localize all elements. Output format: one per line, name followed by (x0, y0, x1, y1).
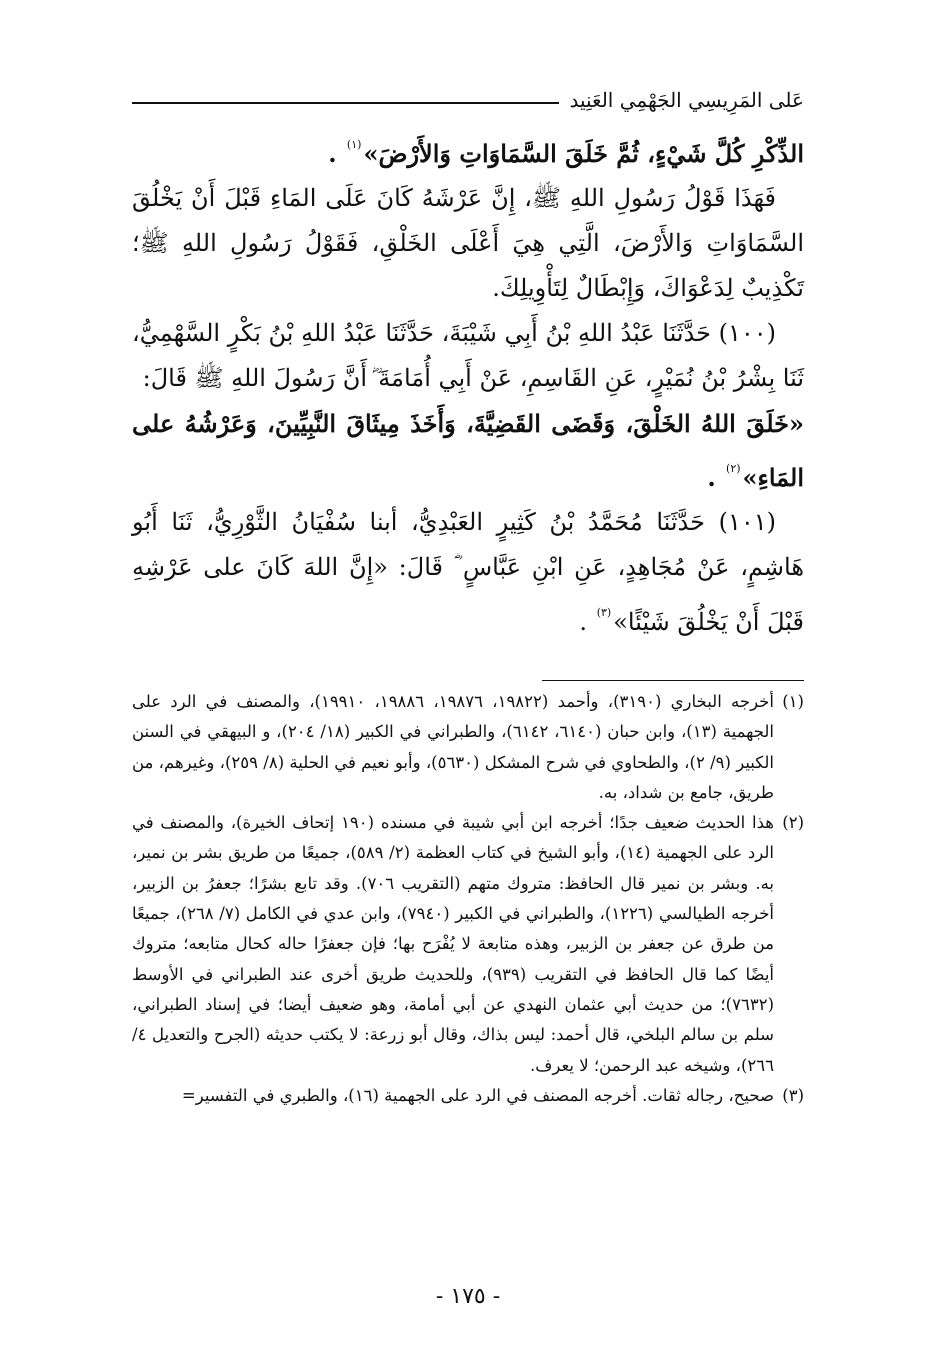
footnote-ref-1[interactable]: (١) (346, 138, 362, 151)
footnote-2-text: هذا الحديث ضعيف جدًا؛ أخرجه ابن أبي شيبة في مسنده (١٩٠ إتحاف الخيرة)، والمصنف في الرد على الجهمية (١٤)، وأبو الشيخ في كتاب العظمة (٢/ ٥٨٩)، جميعًا من طريق بشر بن نمير، به. وبشر بن نمير قال الحافظ: متروك متهم (التقريب ٧٠٦). وقد تابع بشرًا؛ جعفرُ بن الزبير، أخرجه الطيالسي (١٢٢٦)، والطبراني في الكبير (٧٩٤٠)، وابن عدي في الكامل (٧/ ٢٦٨)، جميعًا من طرق عن جعفر بن الزبير، وهذه متابعة لا يُفْرَح بها؛ فإن جعفرًا حاله كحال متابعه؛ متروك أيضًا كما قال الحافظ في التقريب (٩٣٩)، وللحديث طريق أخرى عند الطبراني في الأوسط (٧٦٣٢)؛ من حديث أبي عثمان النهدي عن أبي أمامة، وهو ضعيف أيضا؛ في إسناد الطبراني، سلم بن سالم البلخي، قال أحمد: ليس بذاك، وقال أبو زرعة: لا يكتب حديثه (الجرح والتعديل ٤/ ٢٦٦)، وشيخه عبد الرحمن؛ لا يعرف. (132, 813, 775, 1075)
hadith-100-text (132, 401, 804, 500)
footnote-3-number: (٣) (782, 1085, 804, 1105)
page-number: - ١٧٥ - (435, 1284, 501, 1309)
footnote-1-text: أخرجه البخاري (٣١٩٠)، وأحمد (١٩٨٢٢، ١٩٨٧٦، ١٩٨٨٦، ١٩٩١٠)، والمصنف في الرد على الجهمية (١٣)، وابن حبان (٦١٤٠، ٦١٤٢)، والطبراني في الكبير (١٨/ ٢٠٤)، و البيهقي في السنن الكبير (٩/ ٢)، والطحاوي في شرح المشكل (٥٦٣٠)، وأبو نعيم في الحلية (٨/ ٢٥٩)، وغيرهم، من طريق، جامع بن شداد، به. (132, 692, 775, 802)
header-rule (132, 102, 559, 104)
paragraph-1-end: . (328, 139, 345, 168)
running-header-title: عَلى المَرِيسِي الجَهْمِي العَنِيد (569, 88, 804, 112)
hadith-101 (132, 500, 804, 645)
footnote-ref-3[interactable]: (٣) (596, 606, 612, 619)
paragraph-2: فَهَذَا قَوْلُ رَسُولِ اللهِ ﷺ، إِنَّ عَرْشَهُ كَانَ عَلَى المَاءِ قَبْلَ أَنْ يَخْلُقَ السَّمَاوَاتِ وَالأَرْضَ، الَّتِي هِيَ أَعْلَى الخَلْقِ، فَقَوْلُ رَسُولِ اللهِ ﷺ؛ تَكْذِيبٌ لِدَعْوَاكَ، وَإِبْطَالٌ لِتَأْوِيلِكَ. (132, 184, 804, 302)
footnote-ref-2[interactable]: (٢) (726, 462, 741, 475)
footnote-2-number: (٢) (782, 813, 804, 833)
hadith-100-matn: «خَلَقَ اللهُ الخَلْقَ، وَقَضَى القَضِيَّةَ، وَأَخَذَ مِيثَاقَ النَّبِيِّينَ، وَعَرْشُهُ على المَاءِ» (132, 409, 804, 492)
footnote-2 (132, 808, 804, 1081)
footnote-1 (132, 687, 804, 808)
main-text (132, 122, 804, 645)
footnote-separator (542, 680, 804, 681)
paragraph-1 (132, 122, 804, 176)
footnote-3-text: صحيح، رجاله ثقات. أخرجه المصنف في الرد على الجهمية (١٦)، والطبري في التفسير= (181, 1085, 774, 1105)
running-header (132, 78, 804, 112)
hadith-100-end: . (707, 463, 725, 492)
footnote-3 (132, 1081, 804, 1111)
footnotes (132, 687, 804, 1111)
hadith-101-end: . (579, 608, 595, 636)
footnote-1-number: (١) (782, 692, 804, 711)
hadith-101-text: (١٠١) حَدَّثَنَا مُحَمَّدُ بْنُ كَثِيرٍ العَبْدِيُّ، أبنا سُفْيَانُ الثَّوْرِيُّ، ثَنَا أَبُو هَاشِمٍ، عَنْ مُجَاهِدٍ، عَنِ ابْنِ عَبَّاسٍ ؓ قَالَ: «إِنَّ اللهَ كَانَ على عَرْشِهِ قَبْلَ أَنْ يَخْلُقَ شَيْئًا» (132, 508, 804, 636)
paragraph-1-text: الذِّكْرِ كُلَّ شَيْءٍ، ثُمَّ خَلَقَ السَّمَاوَاتِ وَالأَرْضَ» (363, 139, 804, 168)
hadith-100-chain: (١٠٠) حَدَّثَنَا عَبْدُ اللهِ بْنُ أَبِي شَيْبَةَ، حَدَّثَنَا عَبْدُ اللهِ بْنُ بَكْرٍ السَّهْمِيُّ، ثَنَا بِشْرُ بْنُ نُمَيْرٍ، عَنِ القَاسِمِ، عَنْ أَبِي أُمَامَةَ ؓ أَنَّ رَسُولَ اللهِ ﷺ قَالَ: (132, 319, 804, 392)
